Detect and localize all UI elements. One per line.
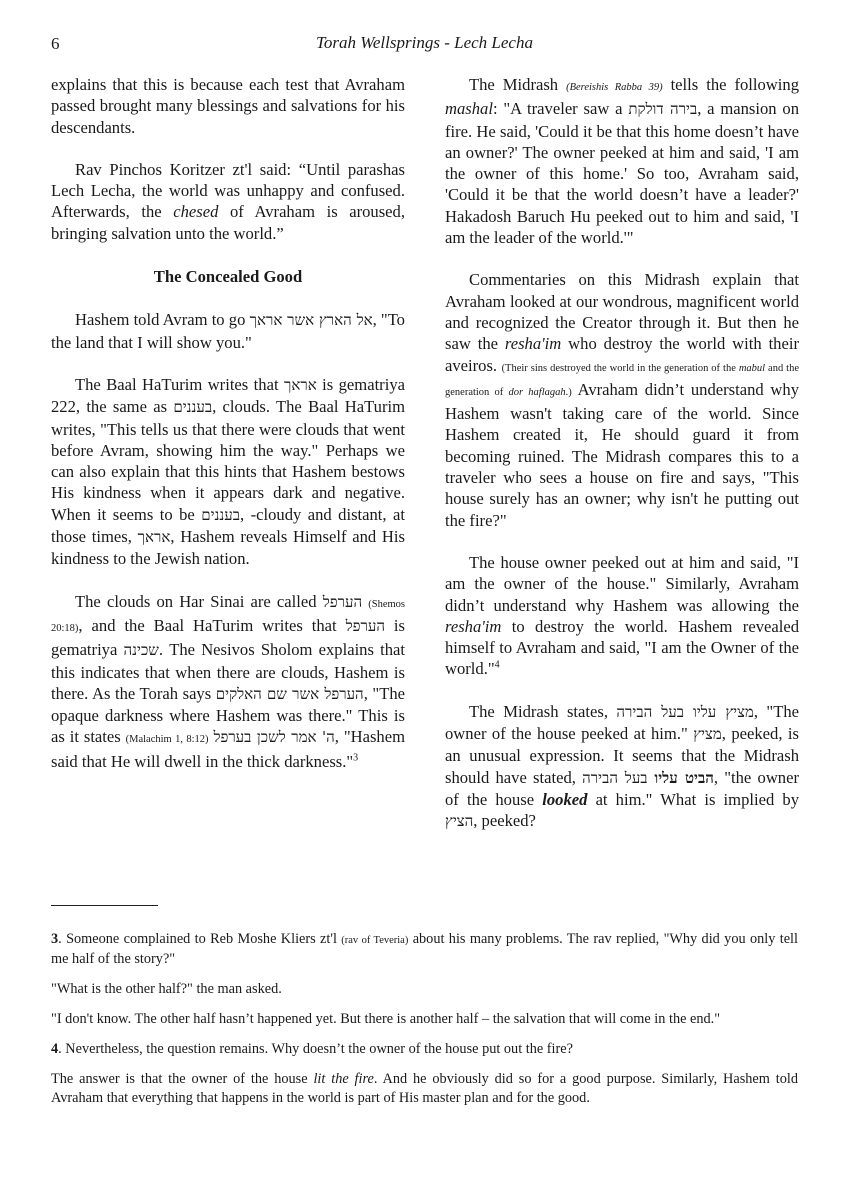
italic-term: mabul xyxy=(738,362,766,374)
hebrew-text: בירה דולקת xyxy=(628,100,698,119)
source-reference: (Bereishis Rabba 39) xyxy=(566,82,663,93)
text: Hashem told Avram to go xyxy=(75,310,250,330)
footnote-marker: 3 xyxy=(353,752,359,764)
text: to destroy the world. Hashem revealed himself to Avraham and said, "I am the Owner of the world." xyxy=(445,616,799,679)
text: , and the Baal HaTurim writes that xyxy=(78,615,346,635)
text: The Midrash xyxy=(469,75,567,94)
left-paragraph-2 xyxy=(51,159,405,244)
text: of Avraham is aroused, bringing salvation unto the world.” xyxy=(51,202,405,243)
text: . Nevertheless, the question remains. Why doesn’t the owner of the house put out the fire? xyxy=(58,1041,573,1057)
footnote-4 xyxy=(51,1040,798,1059)
hebrew-text: הערפל אשר שם האלקים xyxy=(215,684,364,703)
text: The Baal HaTurim writes that xyxy=(75,374,284,394)
footnote-number: 4 xyxy=(51,1041,59,1057)
text: , "Hashem said that He will dwell in the thick darkness." xyxy=(51,727,406,771)
hebrew-text: אראך xyxy=(137,528,171,547)
hebrew-text: אל הארץ אשר אראך xyxy=(249,311,373,330)
hebrew-text-bold: הביט עליו xyxy=(654,768,714,787)
text: . And he obviously did so for a good purpose. Similarly, Hashem told Avraham that everything that happens in the world is part of His master plan and for the good. xyxy=(51,1071,798,1106)
text: who destroy the world with their aveiros. xyxy=(445,334,799,375)
hebrew-text: אראך xyxy=(283,375,317,394)
text: Commentaries on this Midrash explain that Avraham looked at our wondrous, magnificent world and recognized the Creator through it. But then he saw the xyxy=(445,270,799,354)
left-column xyxy=(51,74,405,793)
hebrew-text: מציץ עליו בעל הבירה xyxy=(616,702,754,721)
text: . The Nesivos Sholom explains that this indicates that when there are clouds, Hashem is there. As the Torah says xyxy=(51,640,405,703)
hebrew-text: שכינה xyxy=(123,641,159,660)
hebrew-text: הערפל xyxy=(345,616,385,635)
left-paragraph-1 xyxy=(51,74,405,138)
text: : "A traveler saw a xyxy=(492,99,629,119)
italic-term: lit the fire xyxy=(313,1071,374,1087)
hebrew-text: מציץ xyxy=(693,725,722,744)
footnote-3 xyxy=(51,930,798,969)
left-paragraph-5 xyxy=(51,591,405,772)
text: The answer is that the owner of the house xyxy=(51,1071,314,1087)
text: tells the following xyxy=(662,75,799,94)
text: . Someone complained to Reb Moshe Kliers zt'l xyxy=(58,931,342,947)
text: , a mansion on fire. He said, 'Could it be that this home doesn’t have an owner?' The owner peeked at him and said, 'I am the owner of this home.' So too, Avraham said, 'Could it be that the world doesn’t have a leader?' Hakadosh Baruch Hu peeked out to him and said, 'I am the leader of the world.'" xyxy=(445,99,799,248)
italic-term: resha'im xyxy=(445,616,502,636)
small-aside: (rav of Teveria) xyxy=(341,935,409,946)
text: , "the owner of the house xyxy=(445,767,799,809)
text: The Midrash states, xyxy=(469,701,617,721)
italic-term: dor haflagah xyxy=(508,386,566,398)
section-heading: The Concealed Good xyxy=(153,267,303,287)
hebrew-text: הציץ xyxy=(445,812,474,831)
running-title: Torah Wellsprings - Lech Lecha xyxy=(316,33,533,52)
source-reference: (Shemos 20:18) xyxy=(51,598,406,634)
text: is gematriya 222, the same as xyxy=(51,374,405,417)
italic-term: mashal xyxy=(445,99,493,119)
italic-term: resha'im xyxy=(504,334,562,354)
right-paragraph-2 xyxy=(445,269,799,531)
text: , "The opaque darkness where Hashem was there." This is as it states xyxy=(51,683,406,747)
italic-term: chesed xyxy=(173,202,219,222)
right-paragraph-4 xyxy=(445,701,799,833)
footnote-3-para-3: "I don't know. The other half hasn’t happened yet. But there is another half – the salvation that will come in the end." xyxy=(51,1011,721,1027)
hebrew-text: ה' אמר לשכן בערפל xyxy=(213,728,335,747)
left-paragraph-4 xyxy=(51,374,405,570)
text: , peeked, is an unusual expression. It seems that the Midrash should have stated, xyxy=(445,724,799,787)
text: The clouds on Har Sinai are called xyxy=(75,591,323,611)
text: , "The owner of the house peeked at him." xyxy=(445,701,799,744)
footnote-divider xyxy=(51,905,158,906)
text: , clouds. The Baal HaTurim writes, "This tells us that there were clouds that went before Avram, showing him the way." Perhaps we can also explain that this hints that Hashem bestows His kindness when it appears dark and negative. When it seems to be xyxy=(51,397,405,524)
emphasis: looked xyxy=(542,789,588,809)
hebrew-text: בעננים xyxy=(201,505,241,524)
footnote-4-para-2 xyxy=(51,1070,798,1108)
footnote-number: 3 xyxy=(51,931,59,947)
right-column xyxy=(445,74,799,854)
text: and the generation of xyxy=(445,362,799,398)
text: , -cloudy and distant, at those times, xyxy=(51,504,405,547)
hebrew-text: הערפל xyxy=(322,592,363,611)
hebrew-text: בעל הבירה xyxy=(582,768,655,787)
footnotes xyxy=(51,930,798,1119)
source-reference: (Malachim 1, 8:12) xyxy=(125,734,209,746)
page-number: 6 xyxy=(51,34,60,53)
text: , "To the land that I will show you." xyxy=(51,310,405,352)
text: .) xyxy=(565,386,572,398)
text: at him." What is implied by xyxy=(587,789,799,809)
hebrew-text: בעננים xyxy=(173,398,213,417)
left-paragraph-3 xyxy=(51,309,405,353)
right-paragraph-1 xyxy=(445,74,799,248)
text: is gematriya xyxy=(51,615,405,660)
text: Avraham didn’t understand why Hashem wasn't taking care of the world. Since Hashem created it, He should guard it from becoming ruined. The Midrash compares this to a traveler who sees a house on fire and says, "This house surely has an owner; why isn't he putting out the fire?" xyxy=(445,379,799,530)
text: explains that this is because each test that Avraham passed brought many blessings and salvations for his descendants. xyxy=(51,75,405,137)
text: The house owner peeked out at him and said, "I am the owner of the house." Similarly, Avraham didn’t understand why Hashem was allowing the xyxy=(445,552,799,615)
text: about his many problems. The rav replied, "Why did you only tell me half of the story?" xyxy=(51,931,798,967)
text: , peeked? xyxy=(473,811,536,831)
text: (Their sins destroyed the world in the generation of the xyxy=(501,362,739,374)
text: Rav Pinchos Koritzer zt'l said: “Until parashas Lech Lecha, the world was unhappy and confused. Afterwards, the xyxy=(51,159,405,222)
footnote-3-para-2: "What is the other half?" the man asked. xyxy=(51,981,282,997)
footnote-marker: 4 xyxy=(494,659,500,671)
text: , Hashem reveals Himself and His kindness to the Jewish nation. xyxy=(51,527,405,569)
right-paragraph-3 xyxy=(445,552,799,680)
